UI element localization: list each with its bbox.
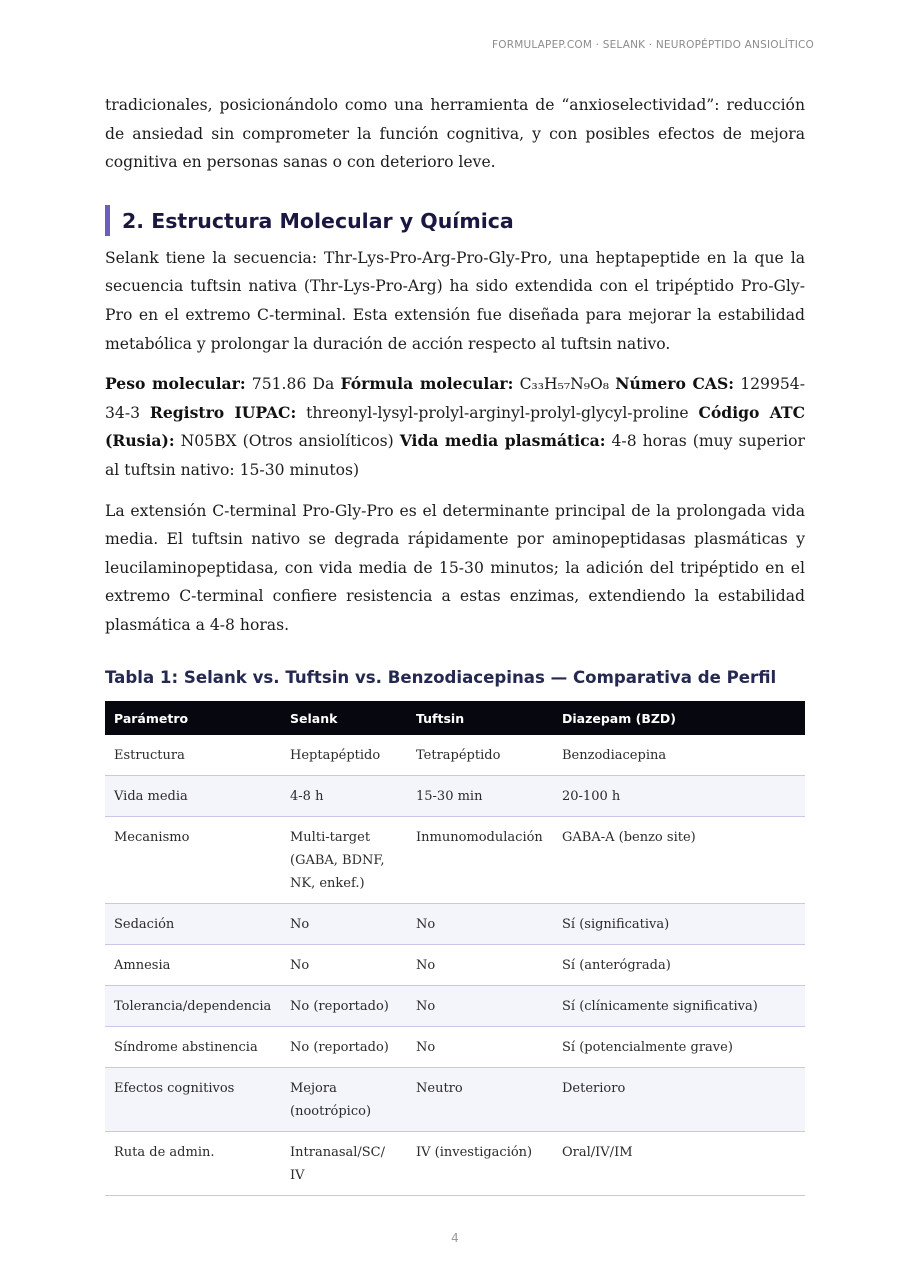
table-cell: No: [281, 944, 407, 985]
table-cell: No (reportado): [281, 1026, 407, 1067]
table-cell: 15-30 min: [407, 775, 553, 816]
column-header: Diazepam (BZD): [553, 701, 805, 735]
table-row: [105, 1131, 805, 1195]
table-cell: Mecanismo: [105, 816, 281, 903]
table-cell: Mejora (nootrópico): [281, 1067, 407, 1131]
comparison-table: [105, 701, 805, 1196]
table-row: [105, 903, 805, 944]
structure-paragraph: Selank tiene la secuencia: Thr-Lys-Pro-Arg-Pro-Gly-Pro, una heptapeptide en la que la secuencia tuftsin nativa (Thr-Lys-Pro-Arg) ha sido extendida con el tripéptido Pro-Gly-Pro en el extremo C-terminal. Esta extensión fue diseñada para mejorar la estabilidad metabólica y prolongar la duración de acción respecto al tuftsin nativo.: [105, 248, 805, 353]
table-cell: Intranasal/SC/ IV: [281, 1131, 407, 1195]
iupac-value: threonyl-lysyl-prolyl-arginyl-prolyl-glycyl-proline: [306, 403, 689, 422]
molecular-properties: [105, 370, 805, 484]
molecular-formula-value: C₃₃H₅₇N₉O₈: [519, 375, 610, 394]
table-cell: IV (investigación): [407, 1131, 553, 1195]
column-header: Selank: [281, 701, 407, 735]
table-row: [105, 985, 805, 1026]
molecular-formula-label: Fórmula molecular:: [340, 374, 514, 394]
table-cell: Ruta de admin.: [105, 1131, 281, 1195]
running-header: FORMULAPEP.COM · SELANK · NEUROPÉPTIDO ANSIOLÍTICO: [492, 39, 814, 51]
table-cell: Efectos cognitivos: [105, 1067, 281, 1131]
table-cell: Oral/IV/IM: [553, 1131, 805, 1195]
half-life-paragraph: La extensión C-terminal Pro-Gly-Pro es el determinante principal de la prolongada vida media. El tuftsin nativo se degrada rápidamente por aminopeptidasas plasmáticas y leucilaminopeptidasa, con vida media de 15-30 minutos; la adición del tripéptido en el extremo C-terminal confiere resistencia a estas enzimas, extendiendo la estabilidad plasmática a 4-8 horas.: [105, 501, 805, 634]
cas-number-value: 129954-34-3: [105, 375, 805, 422]
table-cell: Benzodiacepina: [553, 735, 805, 776]
atc-code-label: Código ATC (Rusia):: [105, 402, 805, 451]
table-cell: Estructura: [105, 735, 281, 776]
table-cell: Síndrome abstinencia: [105, 1026, 281, 1067]
molecular-weight-value: 751.86 Da: [251, 375, 335, 394]
page-number: 4: [451, 1231, 459, 1245]
table-title: Tabla 1: Selank vs. Tuftsin vs. Benzodiacepinas — Comparativa de Perfil: [105, 667, 777, 687]
table-cell: Neutro: [407, 1067, 553, 1131]
table-cell: 20-100 h: [553, 775, 805, 816]
cas-number-label: Número CAS:: [615, 374, 735, 394]
column-header: Parámetro: [105, 701, 281, 735]
table-header-row: [105, 701, 805, 735]
table-cell: Sí (anterógrada): [553, 944, 805, 985]
iupac-label: Registro IUPAC:: [149, 402, 297, 422]
table-cell: No: [281, 903, 407, 944]
table-row: [105, 735, 805, 776]
half-life-label: Vida media plasmática:: [399, 431, 606, 451]
section-heading: 2. Estructura Molecular y Química: [105, 205, 805, 236]
table-cell: No (reportado): [281, 985, 407, 1026]
table-cell: Sedación: [105, 903, 281, 944]
table-row: [105, 775, 805, 816]
table-cell: No: [407, 985, 553, 1026]
half-life-value: 4-8 horas (muy superior al tuftsin nativo: 15-30 minutos): [105, 432, 805, 479]
table-cell: 4-8 h: [281, 775, 407, 816]
table-cell: No: [407, 903, 553, 944]
intro-paragraph: tradicionales, posicionándolo como una herramienta de “anxioselectividad”: reducción de ansiedad sin comprometer la función cognitiva, y con posibles efectos de mejora cognitiva en personas sanas o con deterioro leve.: [105, 96, 805, 172]
table-cell: Sí (clínicamente significativa): [553, 985, 805, 1026]
page-content: [105, 91, 805, 1196]
table-cell: Tolerancia/dependencia: [105, 985, 281, 1026]
molecular-weight-label: Peso molecular:: [105, 374, 246, 394]
table-row: [105, 816, 805, 903]
table-row: [105, 1067, 805, 1131]
table-row: [105, 944, 805, 985]
table-row: [105, 1026, 805, 1067]
table-cell: Sí (significativa): [553, 903, 805, 944]
table-cell: GABA-A (benzo site): [553, 816, 805, 903]
table-cell: Vida media: [105, 775, 281, 816]
table-cell: No: [407, 1026, 553, 1067]
column-header: Tuftsin: [407, 701, 553, 735]
table-cell: No: [407, 944, 553, 985]
atc-code-value: N05BX (Otros ansiolíticos): [180, 432, 394, 451]
table-cell: Amnesia: [105, 944, 281, 985]
table-cell: Deterioro: [553, 1067, 805, 1131]
table-cell: Tetrapéptido: [407, 735, 553, 776]
table-cell: Multi-target (GABA, BDNF, NK, enkef.): [281, 816, 407, 903]
table-cell: Sí (potencialmente grave): [553, 1026, 805, 1067]
table-cell: Heptapéptido: [281, 735, 407, 776]
table-cell: Inmunomodulación: [407, 816, 553, 903]
